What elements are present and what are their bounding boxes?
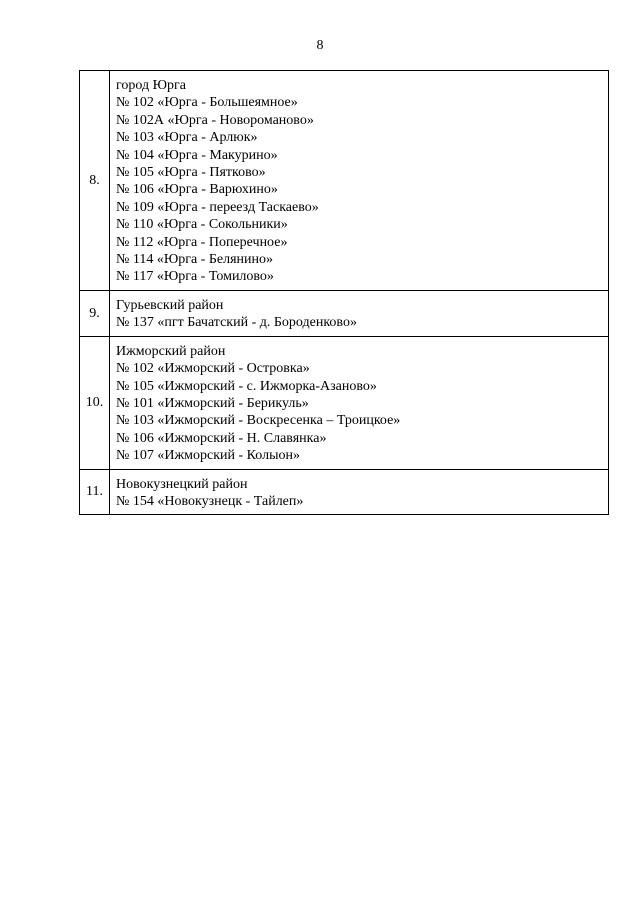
route-item: № 102 «Юрга - Большеямное» (116, 95, 298, 111)
table-row (80, 290, 609, 336)
route-item: № 102А «Юрга - Новороманово» (116, 112, 314, 128)
route-item: № 104 «Юрга - Макурино» (116, 147, 278, 163)
row-content (110, 469, 609, 515)
table-row (80, 469, 609, 515)
table-row (80, 71, 609, 291)
table-row (80, 336, 609, 469)
district-name: Ижморский район (116, 343, 226, 359)
route-item: № 106 «Юрга - Варюхино» (116, 182, 278, 198)
route-item: № 107 «Ижморский - Колыон» (116, 448, 301, 464)
row-number: 11. (80, 469, 110, 515)
row-content (110, 290, 609, 336)
route-item: № 114 «Юрга - Белянино» (116, 252, 274, 268)
route-item: № 117 «Юрга - Томилово» (116, 269, 274, 285)
row-number: 8. (80, 71, 110, 291)
route-item: № 110 «Юрга - Сокольники» (116, 217, 288, 233)
page-number: 8 (316, 38, 324, 53)
route-item: № 109 «Юрга - переезд Таскаево» (116, 199, 319, 215)
route-item: № 103 «Ижморский - Воскресенка – Троицкое» (116, 413, 401, 429)
routes-table (79, 70, 609, 515)
row-content (110, 336, 609, 469)
route-item: № 105 «Ижморский - с. Ижморка-Азаново» (116, 378, 377, 394)
row-content (110, 71, 609, 291)
route-item: № 137 «пгт Бачатский - д. Бороденково» (116, 315, 357, 331)
route-item: № 154 «Новокузнецк - Тайлеп» (116, 493, 304, 509)
route-item: № 105 «Юрга - Пятково» (116, 165, 266, 181)
route-item: № 102 «Ижморский - Островка» (116, 361, 310, 377)
district-name: Новокузнецкий район (116, 476, 248, 492)
route-item: № 106 «Ижморский - Н. Славянка» (116, 430, 327, 446)
route-item: № 112 «Юрга - Поперечное» (116, 234, 288, 250)
route-item: № 101 «Ижморский - Берикуль» (116, 395, 309, 411)
route-item: № 103 «Юрга - Арлюк» (116, 130, 258, 146)
row-number: 9. (80, 290, 110, 336)
district-name: город Юрга (116, 78, 186, 93)
row-number: 10. (80, 336, 110, 469)
district-name: Гурьевский район (116, 297, 224, 313)
